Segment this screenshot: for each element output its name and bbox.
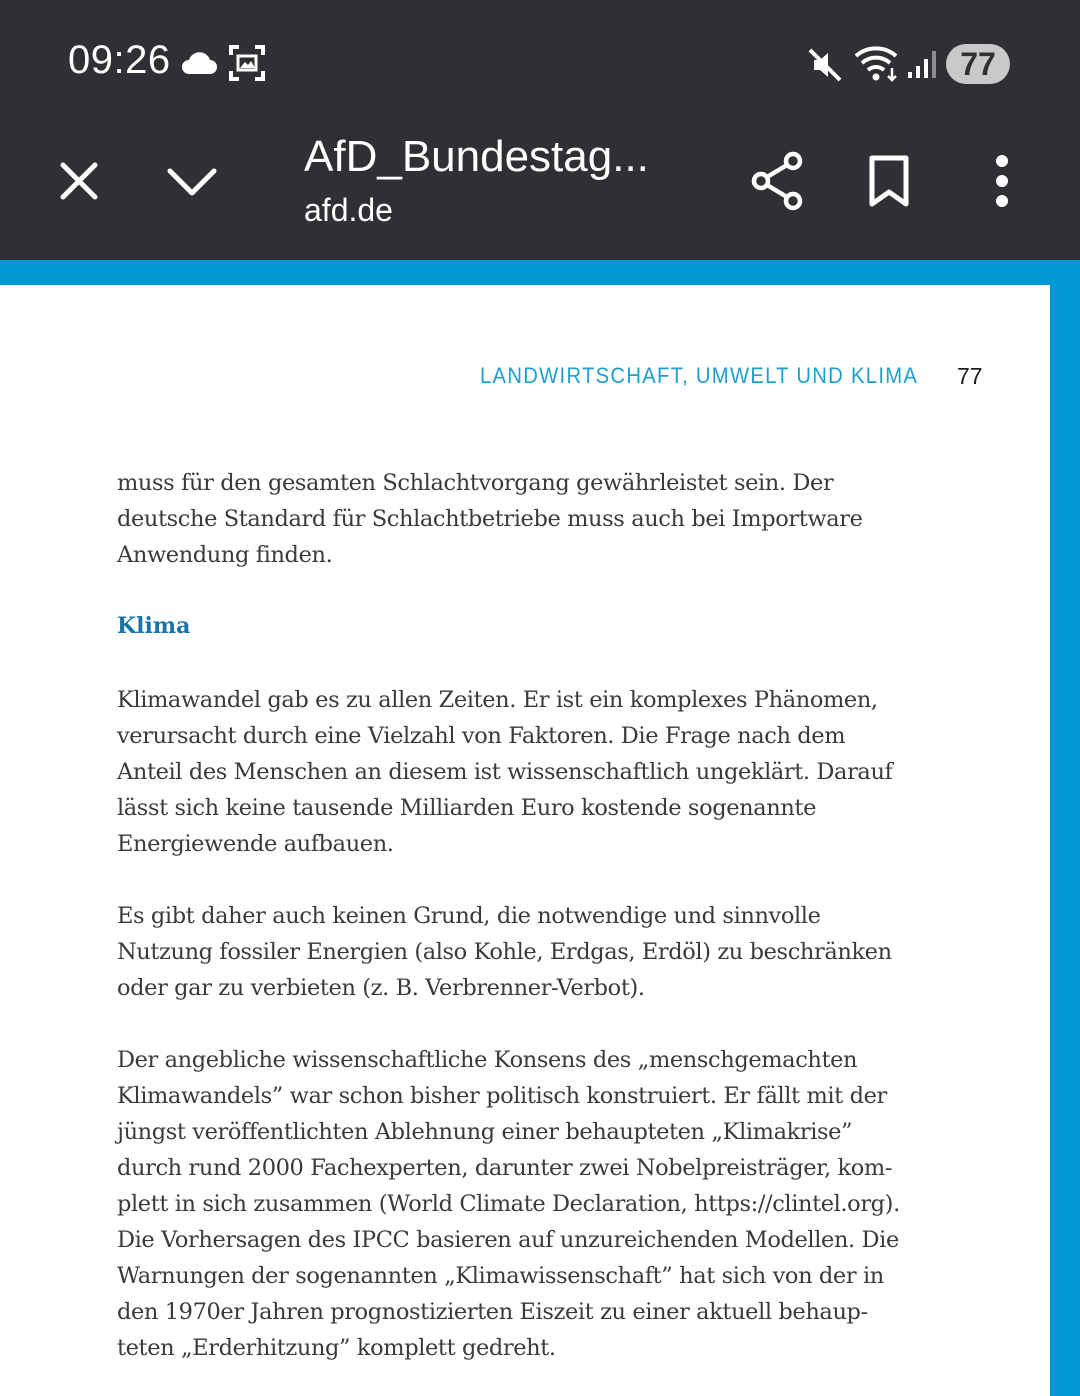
bookmark-button[interactable] <box>858 148 920 214</box>
text-line: Die Vorhersagen des IPCC basieren auf unzureichenden Modellen. Die <box>117 1227 899 1253</box>
paragraph-continuation <box>117 465 877 573</box>
paragraph-climate-change <box>117 682 893 862</box>
text-line: oder gar zu verbieten (z. B. Verbrenner-Verbot). <box>117 975 645 1001</box>
text-line: Es gibt daher auch keinen Grund, die notwendige und sinnvolle <box>117 903 821 929</box>
screenshot-icon <box>228 44 266 82</box>
status-bar <box>0 0 1080 128</box>
bookmark-icon <box>867 154 911 208</box>
text-line: Anteil des Menschen an diesem ist wissenschaftlich ungeklärt. Darauf <box>117 759 893 785</box>
battery-indicator: 77 <box>946 44 1010 84</box>
pdf-viewer[interactable] <box>0 260 1080 1396</box>
more-options-button[interactable] <box>976 148 1028 214</box>
text-line: plett in sich zusammen (World Climate Declaration, https://clintel.org). <box>117 1191 900 1217</box>
text-line: Der angebliche wissenschaftliche Konsens des „menschgemachten <box>117 1047 858 1073</box>
text-line: jüngst veröffentlichten Ablehnung einer behaupteten „Klimakrise” <box>117 1119 853 1145</box>
paragraph-consensus <box>117 1042 900 1366</box>
signal-icon <box>906 48 938 80</box>
text-line: teten „Erderhitzung” komplett gedreht. <box>117 1335 556 1361</box>
close-button[interactable] <box>50 152 108 210</box>
text-line: den 1970er Jahren prognostizierten Eiszeit zu einer aktuell behaup- <box>117 1299 868 1325</box>
text-line: Klimawandel gab es zu allen Zeiten. Er ist ein komplexes Phänomen, <box>117 687 878 713</box>
text-line: Energiewende aufbauen. <box>117 831 394 857</box>
text-line: Anwendung finden. <box>117 542 333 568</box>
page-number: 77 <box>957 363 983 389</box>
text-line: lässt sich keine tausende Milliarden Euro kostende sogenannte <box>117 795 816 821</box>
close-icon <box>57 159 101 203</box>
text-line: Warnungen der sogenannten „Klimawissenschaft” hat sich von der in <box>117 1263 884 1289</box>
wifi-icon <box>852 44 902 82</box>
share-icon <box>749 151 805 211</box>
collapse-button[interactable] <box>160 152 224 210</box>
text-line: Klimawandels” war schon bisher politisch konstruiert. Er fällt mit der <box>117 1083 887 1109</box>
share-button[interactable] <box>744 148 810 214</box>
text-line: deutsche Standard für Schlachtbetriebe muss auch bei Importware <box>117 506 863 532</box>
cloud-icon <box>180 48 218 76</box>
more-vert-icon <box>994 155 1010 207</box>
text-line: muss für den gesamten Schlachtvorgang gewährleistet sein. Der <box>117 470 834 496</box>
running-head: LANDWIRTSCHAFT, UMWELT UND KLIMA <box>480 363 919 388</box>
text-line: verursacht durch eine Vielzahl von Faktoren. Die Frage nach dem <box>117 723 846 749</box>
section-heading: Klima <box>117 613 191 639</box>
clock: 09:26 <box>68 38 171 82</box>
document-title: AfD_Bundestag... <box>304 132 649 181</box>
paragraph-fossil-energy <box>117 898 892 1006</box>
chevron-down-icon <box>165 164 219 198</box>
mute-icon <box>806 46 844 84</box>
text-line: Nutzung fossiler Energien (also Kohle, Erdgas, Erdöl) zu beschränken <box>117 939 892 965</box>
text-line: durch rund 2000 Fachexperten, darunter zwei Nobelpreisträger, kom- <box>117 1155 893 1181</box>
viewer-toolbar <box>0 128 1080 260</box>
pdf-page <box>0 285 1050 1396</box>
document-domain: afd.de <box>304 192 393 228</box>
